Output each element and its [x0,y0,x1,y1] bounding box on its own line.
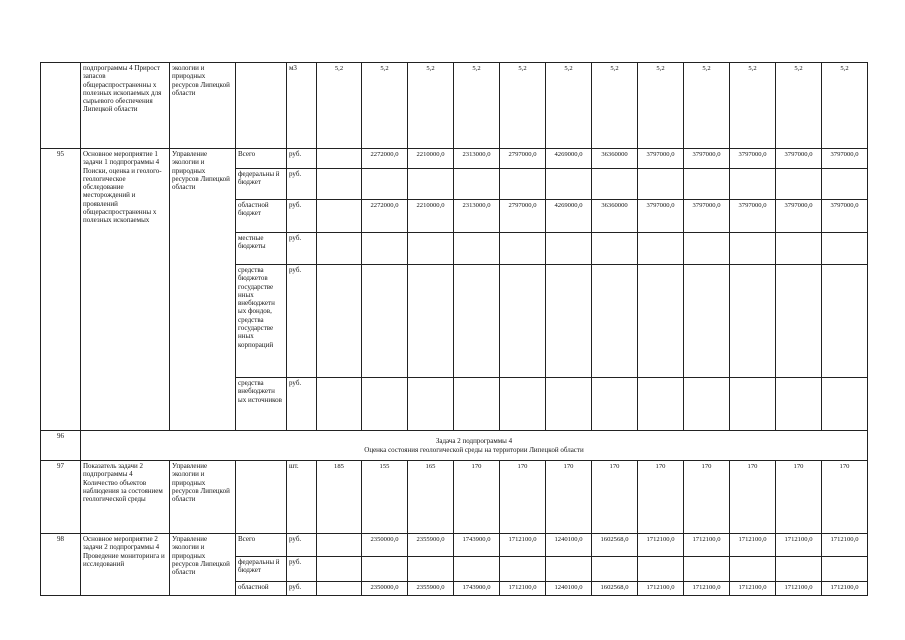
value-cell: 3797000,0 [776,149,822,169]
value-cell: 5,2 [776,63,822,149]
value-cell [362,557,408,582]
value-cell: 3797000,0 [822,149,868,169]
value-cell: 1743900,0 [454,582,500,596]
table-row [41,534,868,557]
value-cell [822,557,868,582]
row-number: 95 [41,149,81,431]
value-cell [638,233,684,265]
unit-cell: руб. [287,233,317,265]
section-row [41,431,868,461]
value-cell [776,233,822,265]
value-cell [408,233,454,265]
section-title-line: Задача 2 подпрограммы 4 [435,437,513,446]
value-cell [408,378,454,431]
value-cell [546,265,592,378]
value-cell [638,557,684,582]
value-cell [546,378,592,431]
value-cell: 3797000,0 [730,200,776,233]
value-cell [684,265,730,378]
value-cell [500,233,546,265]
budget-table [40,62,868,596]
value-cell [684,557,730,582]
row-number: 98 [41,534,81,596]
value-cell [500,169,546,200]
value-cell: 2797000,0 [500,149,546,169]
value-cell: 3797000,0 [684,149,730,169]
value-cell [500,557,546,582]
unit-cell: руб. [287,169,317,200]
value-cell [454,265,500,378]
value-cell [317,265,362,378]
value-cell [454,557,500,582]
value-cell: 5,2 [454,63,500,149]
value-cell: 2350000,0 [362,534,408,557]
value-cell: 1712100,0 [638,534,684,557]
value-cell [638,378,684,431]
value-cell: 170 [638,461,684,534]
executor-name: Управление экологии и природных ресурсов Липецкой области [170,461,236,534]
activity-name: Основное мероприятие 2 задачи 2 подпрограммы 4 Проведение мониторинга и исследований [81,534,170,596]
value-cell [546,557,592,582]
unit-cell: руб. [287,200,317,233]
value-cell [317,233,362,265]
value-cell [684,169,730,200]
value-cell [638,265,684,378]
value-cell [317,378,362,431]
value-cell [546,169,592,200]
value-cell: 5,2 [546,63,592,149]
value-cell: 1712100,0 [730,582,776,596]
value-cell: 3797000,0 [730,149,776,169]
value-cell [362,378,408,431]
value-cell: 5,2 [500,63,546,149]
table-row [41,149,868,169]
value-cell [776,265,822,378]
value-cell: 2313000,0 [454,149,500,169]
value-cell: 36360000 [592,200,638,233]
value-cell: 2355900,0 [408,582,454,596]
value-cell: 2272000,0 [362,200,408,233]
value-cell: 1712100,0 [822,534,868,557]
value-cell [592,378,638,431]
value-cell: 155 [362,461,408,534]
value-cell: 170 [776,461,822,534]
value-cell [317,582,362,596]
unit-cell: шт. [287,461,317,534]
section-subtitle-line: Оценка состояния геологической среды на территории Липецкой области [364,445,584,454]
row-number: 97 [41,461,81,534]
unit-cell: руб. [287,265,317,378]
executor-name: Управление экологии и природных ресурсов Липецкой области [170,534,236,596]
value-cell: 170 [822,461,868,534]
value-cell: 4269000,0 [546,149,592,169]
value-cell [454,378,500,431]
value-cell: 1712100,0 [684,534,730,557]
value-cell: 2797000,0 [500,200,546,233]
value-cell: 170 [730,461,776,534]
value-cell [500,265,546,378]
table-row [41,63,868,149]
value-cell: 2210000,0 [408,149,454,169]
row-number: 96 [41,431,81,461]
value-cell: 2350000,0 [362,582,408,596]
funding-source [236,461,287,534]
funding-source: Всего [236,534,287,557]
value-cell: 170 [454,461,500,534]
value-cell [317,534,362,557]
value-cell: 2272000,0 [362,149,408,169]
executor-name: экологии и природных ресурсов Липецкой области [170,63,236,149]
value-cell [730,265,776,378]
value-cell [317,149,362,169]
section-title [81,431,868,461]
funding-source: федеральны й бюджет [236,557,287,582]
value-cell: 1712100,0 [822,582,868,596]
value-cell: 5,2 [592,63,638,149]
value-cell [592,265,638,378]
value-cell: 4269000,0 [546,200,592,233]
value-cell [592,233,638,265]
value-cell [362,233,408,265]
value-cell [317,169,362,200]
value-cell: 185 [317,461,362,534]
value-cell [730,233,776,265]
value-cell [776,378,822,431]
value-cell: 3797000,0 [638,200,684,233]
value-cell: 1712100,0 [776,582,822,596]
value-cell [592,557,638,582]
value-cell: 1712100,0 [638,582,684,596]
indicator-name: Показатель задачи 2 подпрограммы 4 Количество объектов наблюдения за состоянием геологической среды [81,461,170,534]
value-cell: 2210000,0 [408,200,454,233]
value-cell: 3797000,0 [822,200,868,233]
value-cell [408,557,454,582]
value-cell: 1602568,0 [592,582,638,596]
value-cell [454,169,500,200]
value-cell: 1240100,0 [546,534,592,557]
value-cell: 1743900,0 [454,534,500,557]
value-cell: 2313000,0 [454,200,500,233]
value-cell [730,557,776,582]
value-cell [730,378,776,431]
value-cell: 1240100,0 [546,582,592,596]
funding-source [236,63,287,149]
value-cell: 5,2 [730,63,776,149]
value-cell [822,233,868,265]
funding-source: средства бюджетов государстве нных внебюджетн ых фондов, средства государстве нных корпораций [236,265,287,378]
value-cell: 165 [408,461,454,534]
unit-cell: руб. [287,149,317,169]
value-cell [730,169,776,200]
value-cell [362,169,408,200]
value-cell: 36360000 [592,149,638,169]
value-cell: 5,2 [638,63,684,149]
table-row [41,461,868,534]
value-cell: 5,2 [317,63,362,149]
value-cell [500,378,546,431]
value-cell [822,265,868,378]
value-cell [454,233,500,265]
value-cell [546,233,592,265]
value-cell: 1712100,0 [500,534,546,557]
value-cell: 170 [684,461,730,534]
value-cell [684,378,730,431]
document-page [40,62,868,596]
unit-cell: м3 [287,63,317,149]
value-cell: 2355900,0 [408,534,454,557]
funding-source: областной [236,582,287,596]
value-cell: 3797000,0 [684,200,730,233]
value-cell [776,557,822,582]
value-cell [638,169,684,200]
value-cell: 5,2 [822,63,868,149]
value-cell: 5,2 [684,63,730,149]
value-cell: 3797000,0 [776,200,822,233]
value-cell [822,378,868,431]
value-cell: 1712100,0 [730,534,776,557]
value-cell [408,265,454,378]
unit-cell: руб. [287,378,317,431]
unit-cell: руб. [287,582,317,596]
funding-source: средства внебюджетн ых источников [236,378,287,431]
value-cell: 1712100,0 [500,582,546,596]
executor-name: Управление экологии и природных ресурсов Липецкой области [170,149,236,431]
value-cell [822,169,868,200]
value-cell: 3797000,0 [638,149,684,169]
activity-name: Основное мероприятие 1 задачи 1 подпрограммы 4 Поиски, оценка и геолого-геологическое обследование месторождений и проявлений общераспространенны х полезных ископаемых [81,149,170,431]
value-cell: 1712100,0 [776,534,822,557]
value-cell: 170 [546,461,592,534]
value-cell [776,169,822,200]
value-cell: 170 [592,461,638,534]
value-cell [408,169,454,200]
value-cell [317,557,362,582]
value-cell [592,169,638,200]
value-cell: 1602568,0 [592,534,638,557]
value-cell: 5,2 [362,63,408,149]
value-cell: 5,2 [408,63,454,149]
indicator-name: подпрограммы 4 Прирост запасов общераспространенны х полезных ископаемых для сырьевого обеспечения Липецкой области [81,63,170,149]
value-cell [362,265,408,378]
value-cell [684,233,730,265]
funding-source: областной бюджет [236,200,287,233]
funding-source: Всего [236,149,287,169]
value-cell: 1712100,0 [684,582,730,596]
funding-source: федеральны й бюджет [236,169,287,200]
unit-cell: руб. [287,557,317,582]
value-cell: 170 [500,461,546,534]
row-number [41,63,81,149]
value-cell [317,200,362,233]
unit-cell: руб. [287,534,317,557]
funding-source: местные бюджеты [236,233,287,265]
